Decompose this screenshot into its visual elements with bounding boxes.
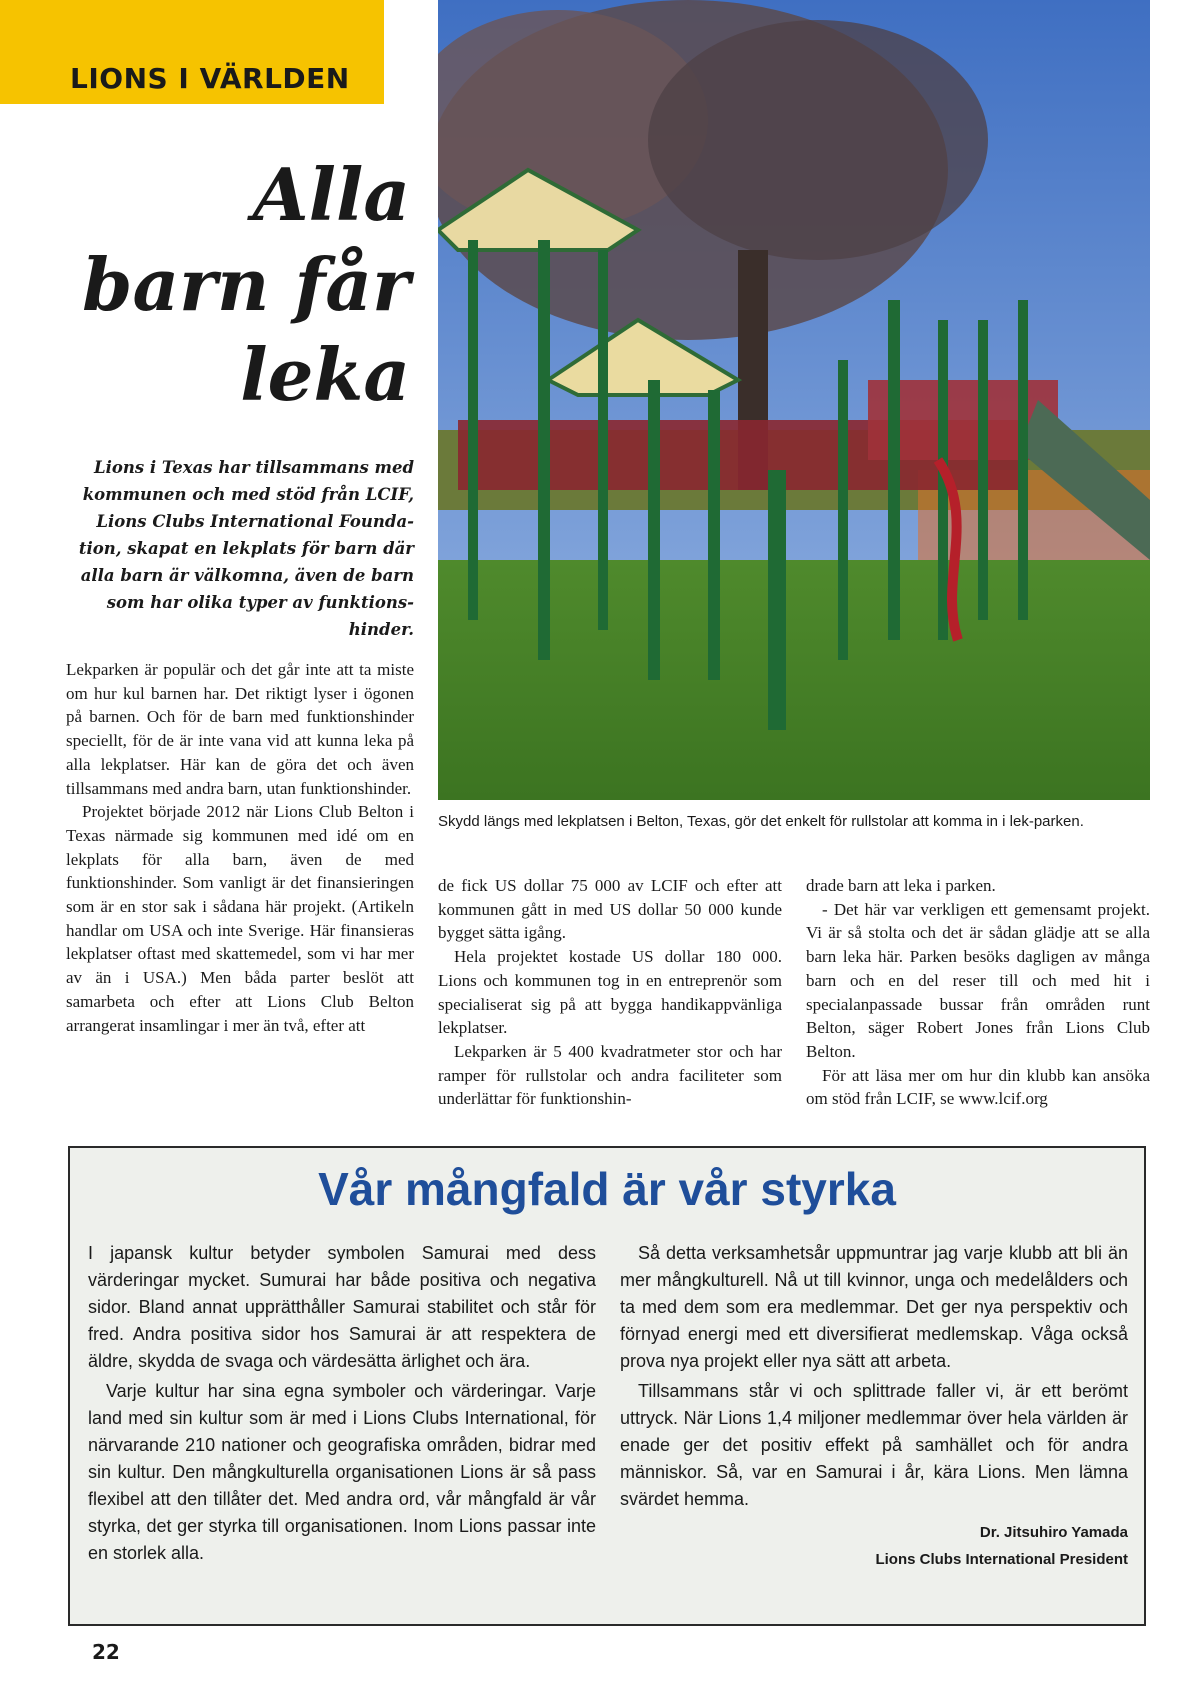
- article-paragraph: Hela projektet kostade US dollar 180 000. Lions och kommunen tog in en entreprenör som specialiserat sig på att bygga handikappvänliga lekplatser.: [438, 947, 782, 1038]
- lead-line: Lions Clubs International Founda-: [96, 512, 414, 531]
- headline-line: leka: [240, 332, 410, 417]
- box-paragraph: Tillsammans står vi och splittrade faller vi, är ett berömt uttryck. När Lions 1,4 miljoner medlemmar över hela världen är enade ger det positiv effekt på samhället och för andra människor. Så, var en Samurai i år, kära Lions. Men lämna svärdet hemma.: [620, 1381, 1128, 1509]
- article-paragraph: Lekparken är 5 400 kvadratmeter stor och har ramper för rullstolar och andra faciliteter som underlättar för funktionshin-: [438, 1041, 782, 1109]
- signature-title: Lions Clubs International President: [875, 1551, 1128, 1568]
- lead-line: Lions i Texas har tillsammans med: [93, 458, 414, 477]
- article-lead: [60, 454, 414, 643]
- signature: [620, 1519, 1128, 1573]
- lead-line: kommunen och med stöd från LCIF,: [82, 485, 414, 504]
- article-paragraph: de fick US dollar 75 000 av LCIF och efter att kommunen gått in med US dollar 50 000 kunde bygget sätta igång.: [438, 876, 782, 943]
- section-tag: [0, 0, 384, 104]
- lead-line: alla barn är välkomna, även de barn: [80, 566, 414, 585]
- box-paragraph: Varje kultur har sina egna symboler och värderingar. Varje land med sin kultur som är med i Lions Clubs International, för närvarande 210 nationer och geografiska områden, bidrar med sin kultur. Den mångkulturella organisationen Lions är så pass flexibel att den tillåter det. Med andra ord, vår mångfald är vår styrka, det ger styrka till organisationen. Inom Lions passar inte en storlek alla.: [88, 1381, 596, 1563]
- article-column-3: [806, 874, 1150, 1111]
- section-tag-label: LIONS I VÄRLDEN: [70, 62, 350, 95]
- box-paragraph: Så detta verksamhetsår uppmuntrar jag varje klubb att bli än mer mångkulturell. Nå ut till kvinnor, unga och medelålders och ta med dem som era medlemmar. Det ger nya perspektiv och förnyad energi med ett diversifierat medlemskap. Våga också prova nya projekt eller nya sätt att arbeta.: [620, 1243, 1128, 1371]
- president-message-box: [68, 1146, 1146, 1626]
- lead-line: hinder.: [348, 620, 414, 639]
- article-paragraph: Projektet började 2012 när Lions Club Belton i Texas närmade sig kommunen med idé om en lekplats för alla barn, även de med funktionshinder. Som vanligt är det finansieringen som är en stor sak i sådana här projekt. (Artikeln handlar om USA och inte Sverige. Här finansieras lekplatser oftast med skattemedel, som vi har mer av än i USA.) Men båda parter beslöt att samarbeta och efter att Lions Club Belton arrangerat insamlingar i mer än två, efter att: [66, 802, 414, 1035]
- page-number: 22: [92, 1640, 120, 1664]
- article-paragraph: För att läsa mer om hur din klubb kan ansöka om stöd från LCIF, se www.lcif.org: [806, 1065, 1150, 1109]
- headline-line: barn får: [82, 242, 410, 327]
- article-column-1: [66, 658, 414, 1037]
- box-column-2: [620, 1240, 1128, 1573]
- article-paragraph: Lekparken är populär och det går inte att ta miste om hur kul barnen har. Det riktigt lyser i ögonen på barnen. Och för de barn med funktionshinder speciellt, för de är inte vana vid att kunna leka på alla lekplatser. Här kan de göra det och även tillsammans med andra barn, utan funktionshinder.: [66, 660, 414, 798]
- box-title: Vår mångfald är vår styrka: [318, 1163, 896, 1215]
- playground-illustration: [438, 0, 1150, 800]
- box-paragraph: I japansk kultur betyder symbolen Samurai med dess värderingar mycket. Sumurai har både positiva och negativa sidor. Bland annat upprätthåller Samurai stabilitet och står för fred. Andra positiva sidor hos Samurai är att respektera de äldre, skydda de svaga och värdesätta ärlighet och ära.: [88, 1243, 596, 1371]
- box-column-1: [88, 1240, 596, 1570]
- playground-photo: [438, 0, 1150, 800]
- lead-line: som har olika typer av funktions-: [106, 593, 414, 612]
- article-paragraph: - Det här var verkligen ett gemensamt projekt. Vi är så stolta och det är sådan glädje att se alla barn leka här. Parken besöks dagligen av många barn och en del reser till och med hit i specialanpassade bussar från områden runt Belton, säger Robert Jones från Lions Club Belton.: [806, 899, 1150, 1061]
- lead-line: tion, skapat en lekplats för barn där: [78, 539, 414, 558]
- article-paragraph: drade barn att leka i parken.: [806, 876, 996, 895]
- article-headline: [60, 150, 410, 420]
- headline-line: Alla: [252, 152, 410, 237]
- article-column-2: [438, 874, 782, 1111]
- signature-name: Dr. Jitsuhiro Yamada: [979, 1524, 1128, 1541]
- photo-caption: Skydd längs med lekplatsen i Belton, Texas, gör det enkelt för rullstolar att komma in i lek-parken.: [438, 813, 1084, 830]
